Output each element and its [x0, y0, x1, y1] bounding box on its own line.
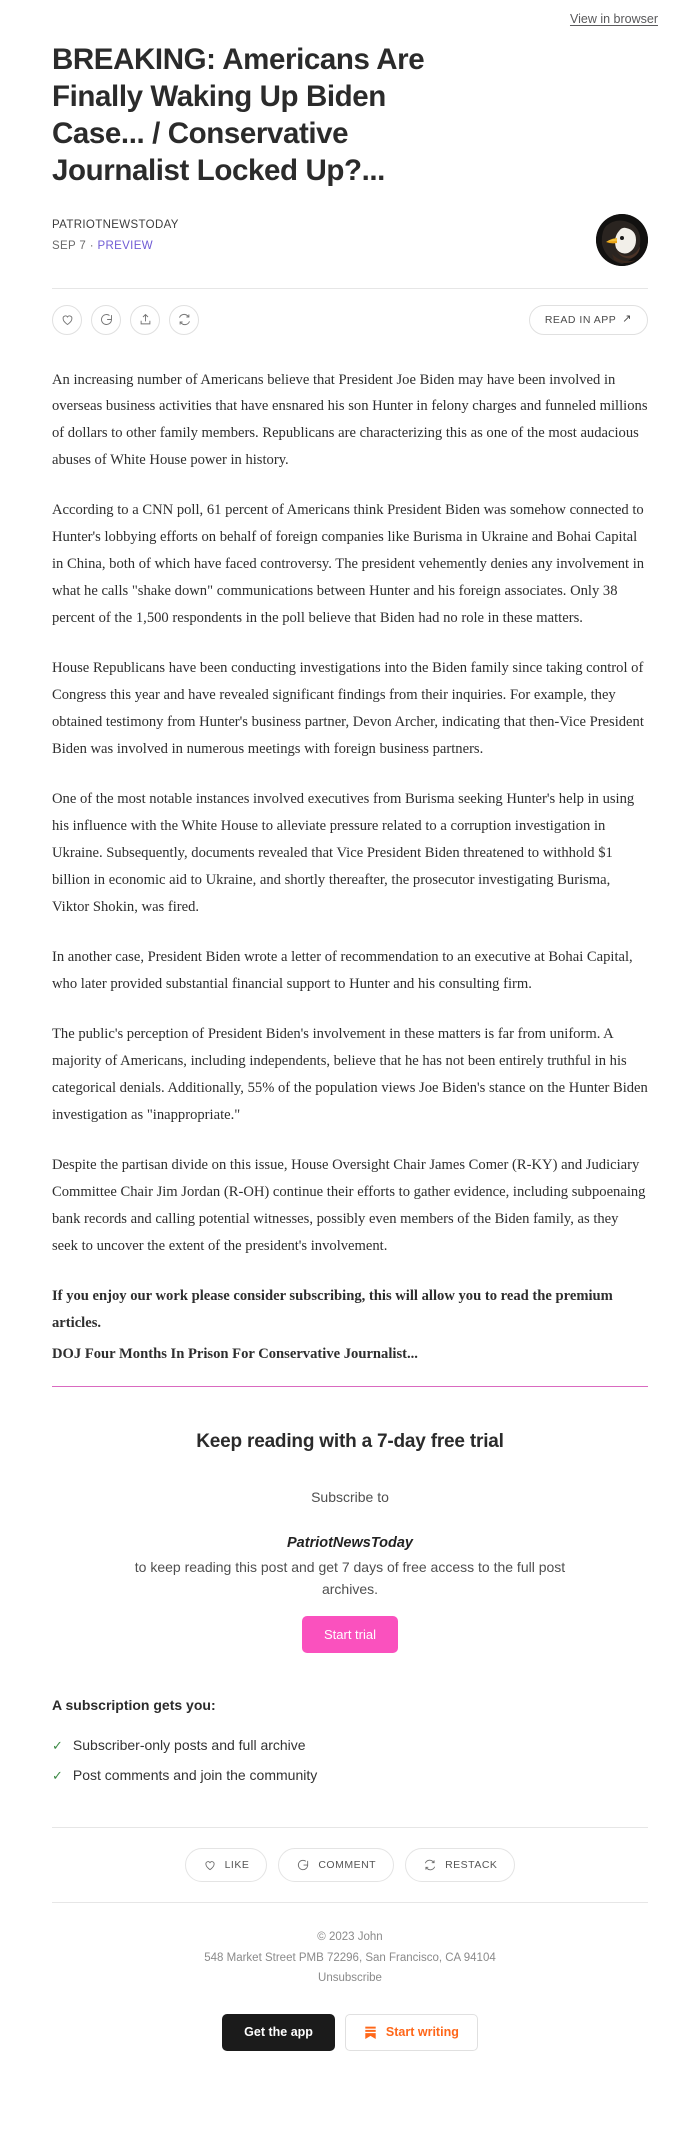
- paywall-publication-name: PatriotNewsToday: [287, 1535, 413, 1552]
- publication-name: PATRIOTNEWSTODAY: [52, 218, 179, 231]
- substack-bookmark-icon: [364, 2025, 377, 2040]
- article-action-bar: [52, 289, 648, 353]
- start-trial-button[interactable]: Start trial: [302, 1616, 398, 1653]
- body-paragraph: The public's perception of President Biden's involvement in these matters is far from uniform. A majority of Americans, including independents, believe that he has not been entirely truthful in his categorical denials. Additionally, 55% of the population views Joe Biden's stance on the Hunter Biden investigation as "inappropriate.": [52, 1026, 648, 1124]
- restack-pill-button[interactable]: [405, 1848, 515, 1882]
- page-title: BREAKING: Americans Are Finally Waking Up Biden Case... / Conservative Journalist Locked Up?...: [52, 43, 425, 187]
- paywall-description: to keep reading this post and get 7 days of free access to the full post archives.: [134, 1559, 566, 1597]
- start-writing-label: Start writing: [385, 2025, 459, 2040]
- body-paragraph: Despite the partisan divide on this issue, House Oversight Chair James Comer (R-KY) and Judiciary Committee Chair Jim Jordan (R-OH) continue their efforts to gather evidence, including subpoenaing bank records and calling potential witnesses, possibly even members of the Biden family, as they seek to uncover the extent of the president's involvement.: [52, 1157, 646, 1255]
- status-badge: PREVIEW: [97, 239, 153, 252]
- restack-refresh-icon: [177, 312, 192, 327]
- engagement-button-row: [52, 1828, 648, 1902]
- paywall-heading: Keep reading with a 7-day free trial: [196, 1431, 504, 1453]
- next-article-teaser: DOJ Four Months In Prison For Conservative Journalist...: [52, 1346, 418, 1363]
- action-icon-group: [52, 305, 199, 335]
- unsubscribe-link[interactable]: Unsubscribe: [318, 1971, 382, 1984]
- perks-title: A subscription gets you:: [52, 1697, 216, 1714]
- get-the-app-button[interactable]: Get the app: [222, 2014, 335, 2051]
- copyright-text: © 2023 John: [317, 1931, 383, 1944]
- read-in-app-label: READ IN APP: [544, 313, 617, 326]
- byline-meta: [52, 237, 179, 257]
- byline: [52, 214, 648, 288]
- external-arrow-icon: ↗: [622, 313, 632, 325]
- comment-pill-label: COMMENT: [318, 1859, 377, 1872]
- check-icon: ✓: [52, 1737, 63, 1753]
- body-paragraph: House Republicans have been conducting investigations into the Biden family since taking control of Congress this year and have revealed significant findings from their inquiries. For example, they obtained testimony from Hunter's business partner, Devon Archer, indicating that then-Vice President Biden was involved in numerous meetings with foreign business partners.: [52, 660, 644, 758]
- engagement-section: [0, 1797, 700, 1903]
- comment-bubble-icon: [296, 1858, 310, 1872]
- article-body: [52, 353, 648, 1369]
- topbar: [0, 0, 700, 30]
- list-item: [52, 1737, 648, 1753]
- byline-separator: ·: [89, 239, 94, 252]
- comment-pill-button[interactable]: [278, 1848, 394, 1882]
- perk-label: Post comments and join the community: [72, 1767, 318, 1784]
- footer-button-row: [52, 2014, 648, 2051]
- post-date: SEP 7: [52, 239, 87, 252]
- view-in-browser-link[interactable]: View in browser: [569, 12, 658, 26]
- restack-button[interactable]: [169, 305, 199, 335]
- body-paragraph: An increasing number of Americans believe that President Joe Biden may have been involved in overseas business activities that have ensnared his son Hunter in felony charges and funneled millions of dollars to other family members. Republicans are characterizing this as one of the most audacious abuses of White House power in history.: [52, 371, 648, 469]
- like-pill-label: LIKE: [224, 1859, 250, 1872]
- body-paragraph: One of the most notable instances involved executives from Burisma seeking Hunter's help in using his influence with the White House to alleviate pressure related to a corruption investigation in Ukraine. Subsequently, documents revealed that Vice President Biden threatened to withhold $1 billion in economic aid to Ukraine, and shortly thereafter, the prosecutor investigating Burisma, Viktor Shokin, was fired.: [52, 791, 635, 916]
- check-icon: ✓: [52, 1767, 63, 1783]
- subscribe-to-label: Subscribe to: [311, 1489, 389, 1506]
- subscription-perks: [0, 1653, 700, 1783]
- restack-pill-label: RESTACK: [445, 1859, 498, 1872]
- body-paragraph: In another case, President Biden wrote a letter of recommendation to an executive at Bohai Capital, who later provided substantial financial support to Hunter and his consulting firm.: [52, 949, 633, 993]
- avatar[interactable]: [596, 214, 648, 266]
- like-button[interactable]: [52, 305, 82, 335]
- subscribe-cta-text: If you enjoy our work please consider subscribing, this will allow you to read the premium articles.: [52, 1288, 613, 1332]
- bald-eagle-avatar-icon: [596, 214, 648, 266]
- share-upload-icon: [138, 312, 153, 327]
- byline-text-group: [52, 214, 179, 257]
- perk-label: Subscriber-only posts and full archive: [72, 1737, 306, 1754]
- body-paragraph: According to a CNN poll, 61 percent of Americans think President Biden was somehow connected to Hunter's lobbying efforts on behalf of foreign companies like Burisma in Ukraine and Bohai Capital in China, both of which have faced controversy. The president vehemently denies any involvement in what he calls "shake down" communications between Hunter and his foreign associates. Only 38 percent of the 1,500 respondents in the poll believe that Biden had no role in these matters.: [52, 502, 645, 627]
- heart-icon: [60, 312, 75, 327]
- like-pill-button[interactable]: [185, 1848, 268, 1882]
- start-writing-button[interactable]: [345, 2014, 478, 2051]
- address-text: 548 Market Street PMB 72296, San Francisco, CA 94104: [204, 1951, 496, 1964]
- restack-refresh-icon: [423, 1858, 437, 1872]
- share-button[interactable]: [130, 305, 160, 335]
- list-item: [52, 1767, 648, 1783]
- heart-icon: [203, 1858, 217, 1872]
- read-in-app-button[interactable]: [529, 305, 648, 335]
- footer: [0, 1903, 700, 2080]
- comment-button[interactable]: [91, 305, 121, 335]
- comment-bubble-icon: [99, 312, 114, 327]
- article-header: [0, 42, 700, 1387]
- paywall-section: [0, 1387, 700, 1653]
